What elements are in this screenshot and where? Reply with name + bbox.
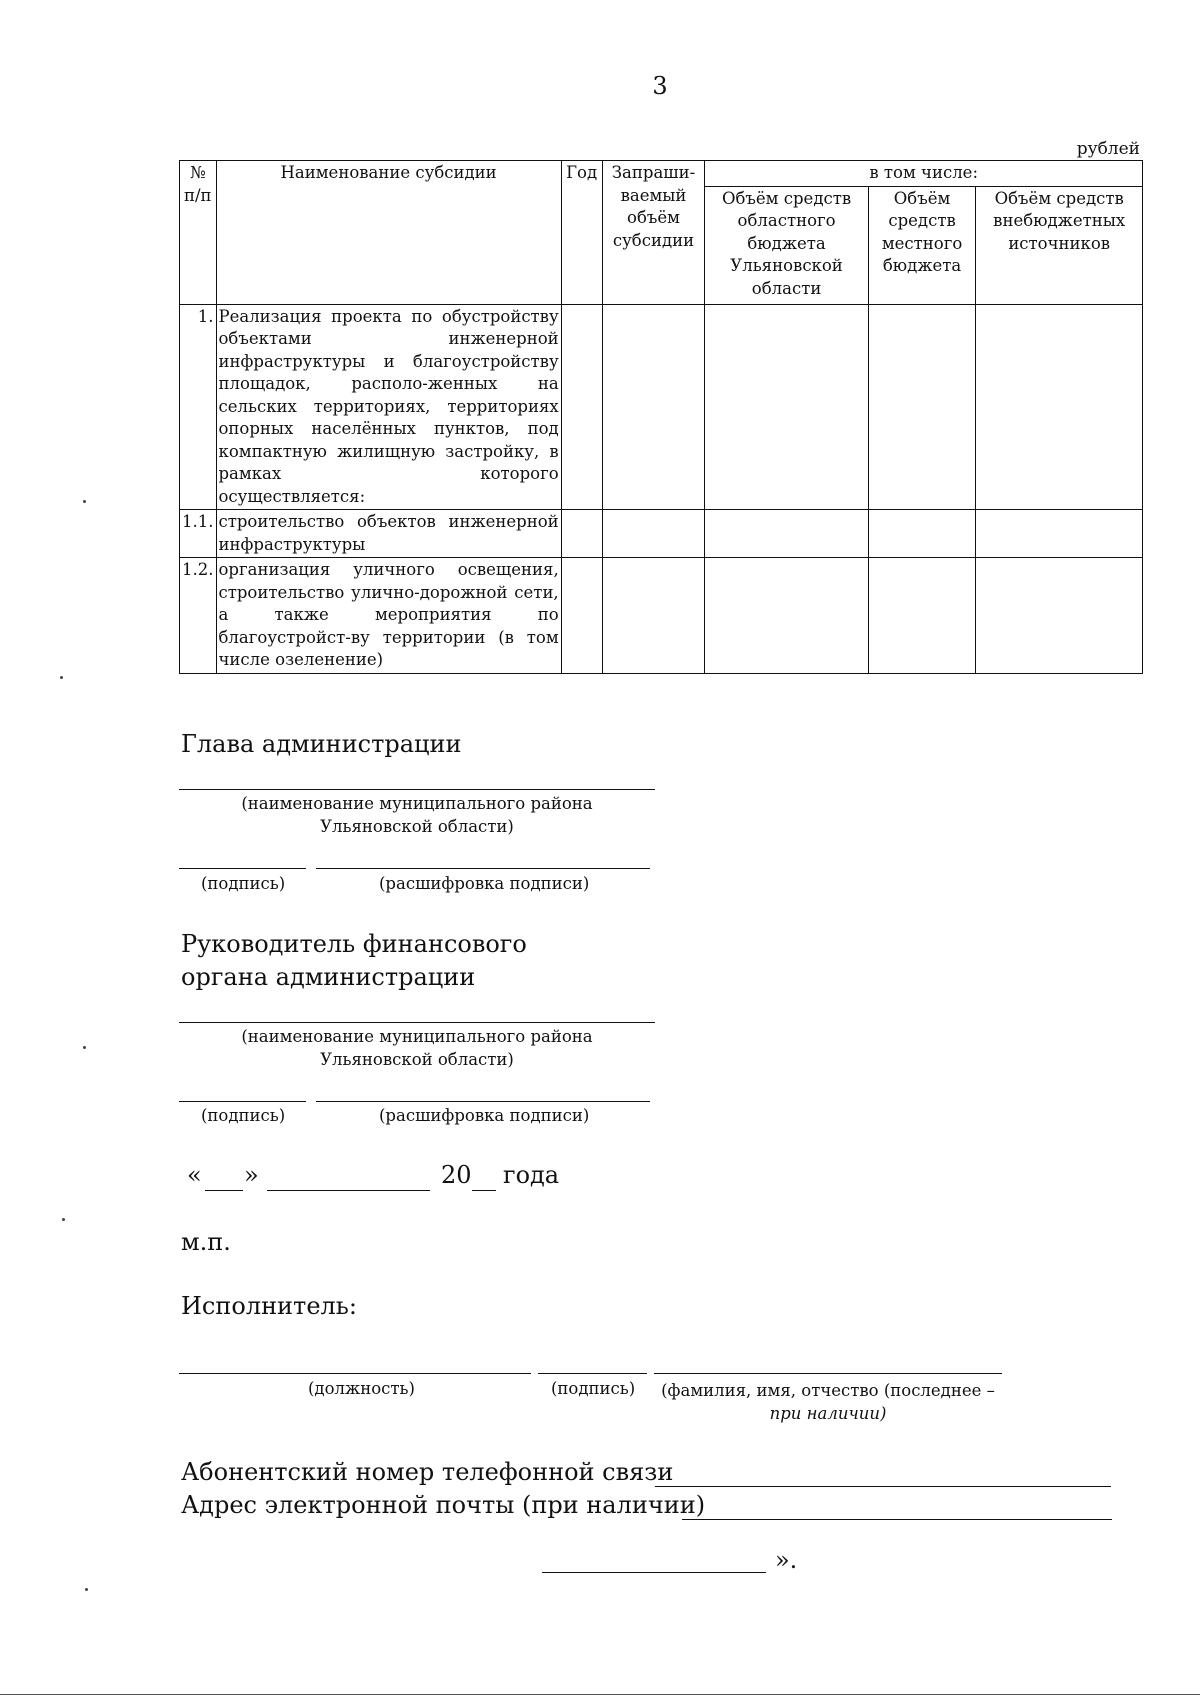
head-admin-title: Глава администрации <box>181 730 462 758</box>
row-name-text: строительство объектов инженерной <box>218 512 559 531</box>
row-name-text: организация уличного освещения, строительство улично-дорожной сети, а также мероприятия по благоустройст-ву территории (в том числе озеленение) <box>218 560 559 669</box>
head-admin-name-line <box>179 789 655 790</box>
finance-head-signature-line <box>179 1101 306 1102</box>
row-name-text: Реализация проекта по обустройству объектами инженерной инфраструктуры и благоустройству площадок, располо-женных на сельских территориях, территориях опорных населённых пунктов, под компактную жилищную застройку, в рамках которого <box>218 306 559 483</box>
header-regional: Объём средств областного бюджета Ульяновской области <box>705 186 868 304</box>
row-num: 1. <box>180 304 217 510</box>
email-label: Адрес электронной почты (при наличии) <box>181 1491 706 1519</box>
scan-edge-line <box>0 1694 1200 1695</box>
stamp-place: м.п. <box>181 1228 231 1256</box>
header-year: Год <box>561 161 602 305</box>
finance-head-title <box>181 928 527 994</box>
phone-label: Абонентский номер телефонной связи <box>181 1458 674 1486</box>
cell-requested <box>602 558 705 674</box>
finance-head-signature-caption: (подпись) <box>201 1106 286 1125</box>
units-label: рублей <box>1076 139 1140 159</box>
caption-line: (наименование муниципального района <box>241 1027 593 1046</box>
row-name <box>216 558 561 674</box>
cell-extra <box>976 558 1143 674</box>
executor-title: Исполнитель: <box>181 1292 357 1320</box>
header-local: Объём средств местного бюджета <box>868 186 976 304</box>
email-line <box>682 1519 1112 1520</box>
cell-regional <box>705 558 868 674</box>
head-admin-signature-caption: (подпись) <box>201 874 286 893</box>
cell-local <box>868 510 976 558</box>
caption-line: (наименование муниципального района <box>241 794 593 813</box>
date-century: 20 <box>441 1161 472 1189</box>
scan-speck <box>62 1218 65 1221</box>
table-header-row <box>180 161 1143 187</box>
date-month-line <box>267 1190 430 1191</box>
executor-signature-line <box>538 1373 647 1374</box>
executor-position-line <box>179 1373 531 1374</box>
cell-extra <box>976 510 1143 558</box>
head-admin-decoding-caption: (расшифровка подписи) <box>379 874 590 893</box>
header-name: Наименование субсидии <box>216 161 561 305</box>
scan-speck <box>85 1588 88 1591</box>
cell-local <box>868 558 976 674</box>
scan-speck <box>83 500 86 503</box>
header-num: № п/п <box>180 161 217 305</box>
cell-regional <box>705 304 868 510</box>
head-admin-signature-line <box>179 868 306 869</box>
title-line: органа администрации <box>181 963 476 991</box>
finance-head-decoding-caption: (расшифровка подписи) <box>379 1106 590 1125</box>
closing-mark: ». <box>775 1546 798 1574</box>
finance-head-name-line <box>179 1022 655 1023</box>
caption-line: (фамилия, имя, отчество (последнее – <box>661 1381 995 1400</box>
table-row <box>180 558 1143 674</box>
executor-fio-caption <box>654 1379 1002 1425</box>
cell-extra <box>976 304 1143 510</box>
page-number: 3 <box>652 72 668 100</box>
date-open-quote: « <box>187 1161 202 1189</box>
cell-year <box>561 510 602 558</box>
subsidy-table <box>179 160 1143 674</box>
cell-local <box>868 304 976 510</box>
date-day-line <box>205 1190 243 1191</box>
finance-head-decoding-line <box>316 1101 650 1102</box>
date-close-quote: » <box>244 1161 259 1189</box>
executor-signature-caption: (подпись) <box>551 1379 636 1398</box>
closing-line <box>542 1572 766 1573</box>
row-name <box>216 510 561 558</box>
date-year-line <box>472 1190 496 1191</box>
caption-line: при наличии) <box>769 1404 887 1423</box>
cell-requested <box>602 510 705 558</box>
header-extra: Объём средств внебюджетных источников <box>976 186 1143 304</box>
caption-line: Ульяновской области) <box>320 817 514 836</box>
caption-line: Ульяновской области) <box>320 1050 514 1069</box>
header-requested: Запраши-ваемый объём субсидии <box>602 161 705 305</box>
table-row <box>180 510 1143 558</box>
scan-speck <box>60 676 63 679</box>
title-line: Руководитель финансового <box>181 930 527 958</box>
executor-position-caption: (должность) <box>308 1379 415 1398</box>
head-admin-caption <box>179 792 655 838</box>
row-num: 1.1. <box>180 510 217 558</box>
head-admin-decoding-line <box>316 868 650 869</box>
row-name-last: инфраструктуры <box>218 534 366 554</box>
cell-year <box>561 304 602 510</box>
date-year-word: года <box>503 1161 560 1189</box>
executor-fio-line <box>654 1373 1002 1374</box>
phone-line <box>655 1486 1111 1487</box>
row-name-last: осуществляется: <box>218 486 366 506</box>
cell-requested <box>602 304 705 510</box>
cell-regional <box>705 510 868 558</box>
row-num: 1.2. <box>180 558 217 674</box>
scan-speck <box>83 1046 86 1049</box>
cell-year <box>561 558 602 674</box>
finance-head-caption <box>179 1025 655 1071</box>
table-row <box>180 304 1143 510</box>
row-name <box>216 304 561 510</box>
header-including: в том числе: <box>705 161 1143 187</box>
